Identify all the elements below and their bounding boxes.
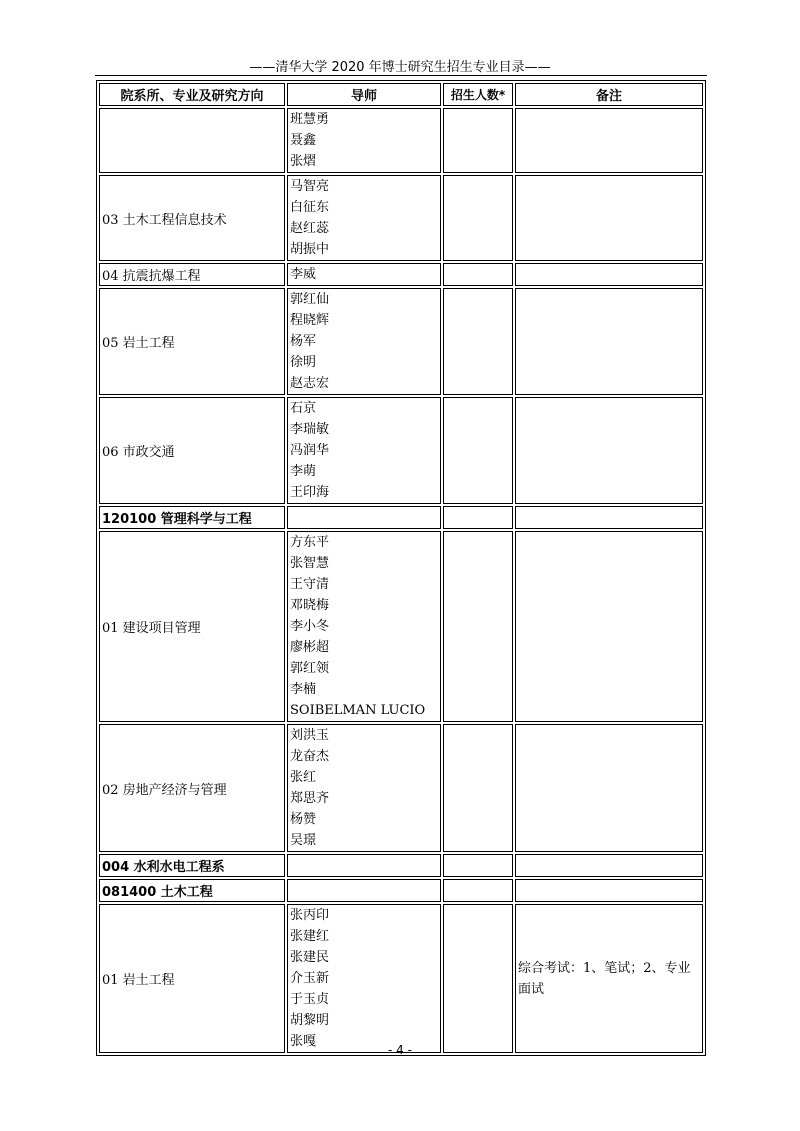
advisor-name: SOIBELMAN LUCIO (290, 703, 426, 718)
count-cell (443, 879, 513, 902)
catalog-table (96, 80, 706, 1056)
count-cell (443, 854, 513, 877)
advisor-cell (287, 879, 441, 902)
advisor-name: 于玉贞 (290, 992, 330, 1007)
advisor-name: 石京 (290, 401, 317, 416)
advisor-cell (287, 854, 441, 877)
advisor-name: 介玉新 (290, 971, 330, 986)
advisor-cell (287, 531, 441, 722)
advisor-name: 李瑞敏 (290, 422, 330, 437)
notes-cell (515, 506, 703, 529)
advisor-name: 邓晓梅 (290, 598, 330, 613)
advisor-name: 李楠 (290, 682, 317, 697)
advisor-name: 李小冬 (290, 619, 330, 634)
notes-cell (515, 263, 703, 286)
advisor-name: 郭红仙 (290, 292, 330, 307)
advisor-cell (287, 288, 441, 395)
table-body (99, 108, 703, 1053)
advisor-name: 班慧勇 (290, 112, 330, 127)
count-cell (443, 531, 513, 722)
count-cell (443, 724, 513, 852)
count-cell (443, 397, 513, 504)
section-row (99, 854, 703, 877)
advisor-name: 徐明 (290, 355, 317, 370)
header-rule (95, 75, 707, 76)
count-cell (443, 506, 513, 529)
advisor-name: 张红 (290, 770, 317, 785)
notes-cell (515, 854, 703, 877)
notes-cell (515, 108, 703, 173)
advisor-name: 杨赞 (290, 812, 317, 827)
advisor-cell (287, 263, 441, 286)
col-header-count: 招生人数* (443, 83, 513, 106)
research-direction: 03 土木工程信息技术 (99, 175, 285, 261)
advisor-cell (287, 724, 441, 852)
notes-cell (515, 531, 703, 722)
advisor-name: 聂鑫 (290, 133, 317, 148)
advisor-name: 赵红蕊 (290, 221, 330, 236)
advisor-name: 程晓辉 (290, 313, 330, 328)
advisor-name: 吴璟 (290, 833, 317, 848)
advisor-name: 张建民 (290, 950, 330, 965)
advisor-name: 李威 (290, 267, 317, 282)
advisor-name: 龙奋杰 (290, 749, 330, 764)
advisor-name: 张建红 (290, 929, 330, 944)
table-row (99, 724, 703, 852)
research-direction: 05 岩土工程 (99, 288, 285, 395)
advisor-name: 郭红领 (290, 661, 330, 676)
table-header-row (99, 83, 703, 106)
count-cell (443, 263, 513, 286)
page-header: ——清华大学 2020 年博士研究生招生专业目录—— (249, 60, 551, 75)
advisor-cell (287, 904, 441, 1053)
advisor-cell (287, 397, 441, 504)
advisor-name: 杨军 (290, 334, 317, 349)
table-row (99, 397, 703, 504)
advisor-name: 冯润华 (290, 443, 330, 458)
advisor-name: 胡振中 (290, 242, 330, 257)
table-row (99, 288, 703, 395)
section-title: 004 水利水电工程系 (99, 854, 285, 877)
research-direction: 06 市政交通 (99, 397, 285, 504)
advisor-name: 张丙印 (290, 908, 330, 923)
research-direction: 04 抗震抗爆工程 (99, 263, 285, 286)
advisor-cell (287, 175, 441, 261)
col-header-notes: 备注 (515, 83, 703, 106)
count-cell (443, 108, 513, 173)
section-title: 081400 土木工程 (99, 879, 285, 902)
advisor-name: 张熠 (290, 154, 317, 169)
advisor-name: 胡黎明 (290, 1013, 330, 1028)
table-row (99, 108, 703, 173)
advisor-name: 白征东 (290, 200, 330, 215)
section-row (99, 506, 703, 529)
advisor-name: 张智慧 (290, 556, 330, 571)
advisor-cell (287, 108, 441, 173)
table-row (99, 531, 703, 722)
section-title: 120100 管理科学与工程 (99, 506, 285, 529)
notes-cell (515, 288, 703, 395)
notes-cell: 综合考试：1、笔试；2、专业面试 (515, 904, 703, 1053)
advisor-name: 方东平 (290, 535, 330, 550)
advisor-name: 张嘎 (290, 1034, 317, 1049)
advisor-name: 李萌 (290, 464, 317, 479)
advisor-name: 马智亮 (290, 179, 330, 194)
notes-cell (515, 724, 703, 852)
page-number: - 4 - (388, 1043, 412, 1057)
table-row (99, 175, 703, 261)
advisor-cell (287, 506, 441, 529)
count-cell (443, 175, 513, 261)
notes-cell (515, 175, 703, 261)
research-direction: 01 建设项目管理 (99, 531, 285, 722)
research-direction: 01 岩土工程 (99, 904, 285, 1053)
advisor-name: 刘洪玉 (290, 728, 330, 743)
research-direction (99, 108, 285, 173)
notes-cell (515, 397, 703, 504)
count-cell (443, 288, 513, 395)
table-row (99, 263, 703, 286)
col-header-direction: 院系所、专业及研究方向 (99, 83, 285, 106)
table-row (99, 904, 703, 1053)
research-direction: 02 房地产经济与管理 (99, 724, 285, 852)
notes-cell (515, 879, 703, 902)
advisor-name: 王守清 (290, 577, 330, 592)
col-header-advisor: 导师 (287, 83, 441, 106)
advisor-name: 王印海 (290, 485, 330, 500)
count-cell (443, 904, 513, 1053)
advisor-name: 赵志宏 (290, 376, 330, 391)
advisor-name: 郑思齐 (290, 791, 330, 806)
advisor-name: 廖彬超 (290, 640, 330, 655)
section-row (99, 879, 703, 902)
